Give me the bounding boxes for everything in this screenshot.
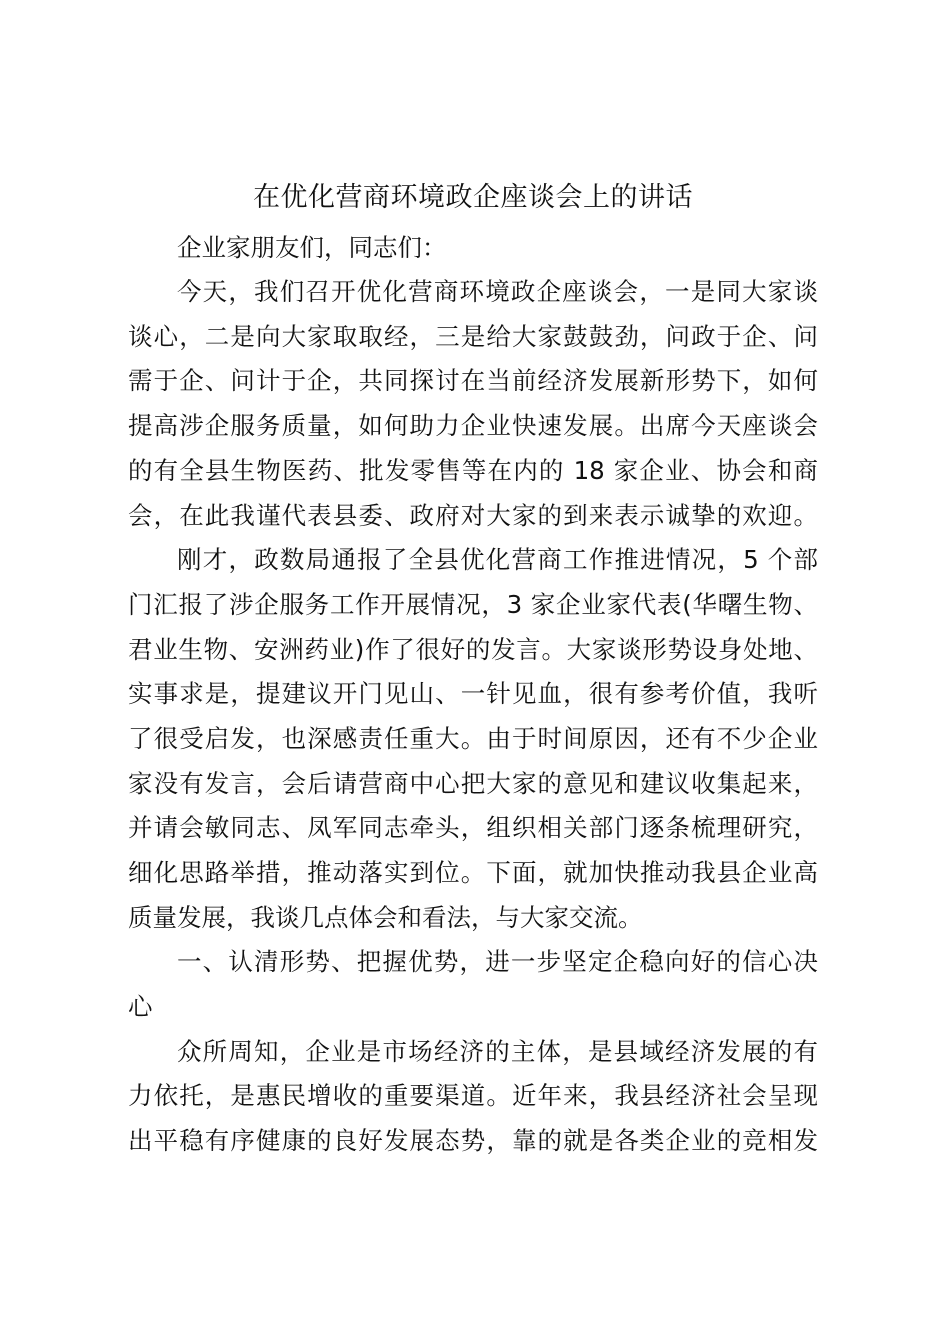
paragraph-line: 的有全县生物医药、批发零售等在内的 18 家企业、协会和商: [128, 456, 818, 485]
paragraph-line: 家没有发言，会后请营商中心把大家的意见和建议收集起来，: [128, 769, 818, 798]
document-title: 在优化营商环境政企座谈会上的讲话: [253, 182, 693, 213]
paragraph-line: 并请会敏同志、凤军同志牵头，组织相关部门逐条梳理研究，: [128, 813, 818, 842]
paragraph-line: 君业生物、安洲药业)作了很好的发言。大家谈形势设身处地、: [128, 635, 818, 664]
paragraph-line: 细化思路举措，推动落实到位。下面，就加快推动我县企业高: [128, 858, 818, 887]
section-heading-line: 一、认清形势、把握优势，进一步坚定企稳向好的信心决: [177, 947, 818, 976]
paragraph-line: 会，在此我谨代表县委、政府对大家的到来表示诚挚的欢迎。: [128, 501, 818, 530]
paragraph-line: 需于企、问计于企，共同探讨在当前经济发展新形势下，如何: [128, 366, 818, 395]
paragraph-line: 质量发展，我谈几点体会和看法，与大家交流。: [128, 903, 643, 932]
paragraph-line: 了很受启发，也深感责任重大。由于时间原因，还有不少企业: [128, 724, 818, 753]
paragraph-line: 提高涉企服务质量，如何助力企业快速发展。出席今天座谈会: [128, 411, 818, 440]
paragraph-line: 今天，我们召开优化营商环境政企座谈会，一是同大家谈: [177, 277, 818, 306]
paragraph-line: 众所周知，企业是市场经济的主体，是县域经济发展的有: [177, 1037, 818, 1066]
section-heading-line: 心: [128, 992, 153, 1021]
paragraph-line: 门汇报了涉企服务工作开展情况，3 家企业家代表(华曙生物、: [128, 590, 818, 619]
paragraph-line: 出平稳有序健康的良好发展态势，靠的就是各类企业的竞相发: [128, 1126, 818, 1155]
paragraph-line: 谈心，二是向大家取取经，三是给大家鼓鼓劲，问政于企、问: [128, 322, 818, 351]
salutation: 企业家朋友们，同志们：: [177, 233, 447, 262]
paragraph-line: 实事求是，提建议开门见山、一针见血，很有参考价值，我听: [128, 679, 818, 708]
paragraph-line: 刚才，政数局通报了全县优化营商工作推进情况，5 个部: [177, 545, 818, 574]
paragraph-line: 力依托，是惠民增收的重要渠道。近年来，我县经济社会呈现: [128, 1081, 818, 1110]
